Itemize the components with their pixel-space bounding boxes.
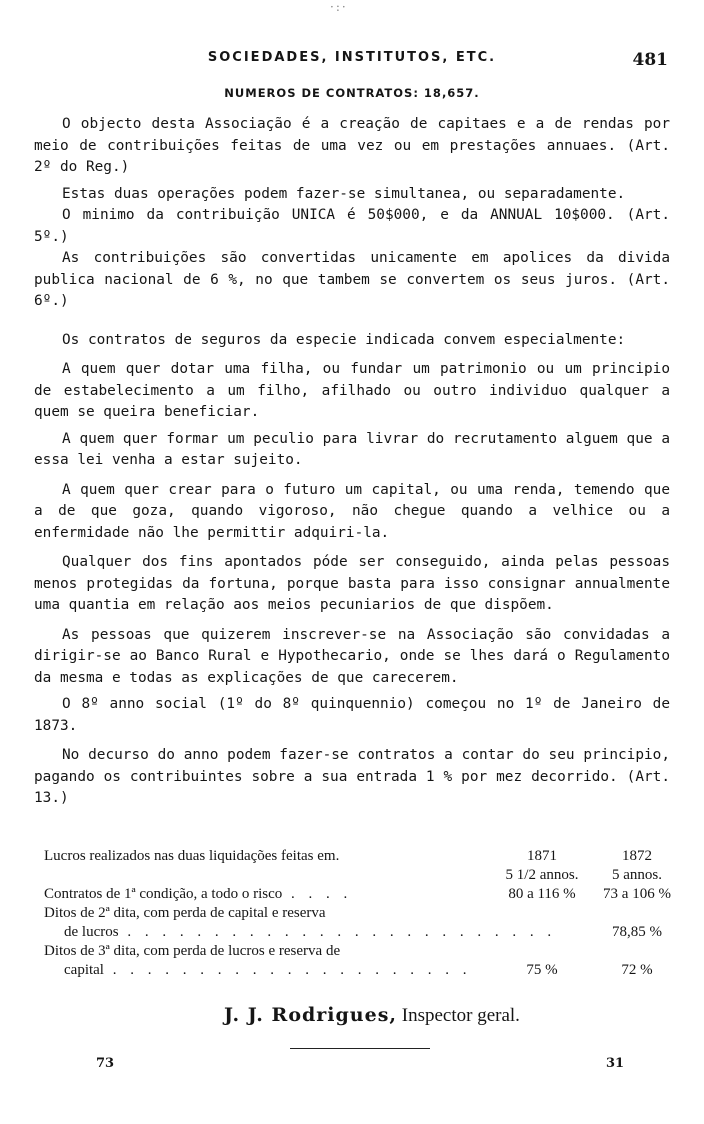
paragraph: A quem quer formar um peculio para livrar do recrutamento alguem que a essa lei venha a estar sujeito. bbox=[34, 430, 670, 468]
contracts-count-subhead: NUMEROS DE CONTRATOS: 18,657. bbox=[224, 86, 480, 100]
row-value-1872: 73 a 106 % bbox=[603, 886, 671, 902]
row-label-cont: capital bbox=[64, 962, 104, 978]
page-number: 481 bbox=[632, 50, 668, 70]
footer-signature-left: 73 bbox=[96, 1056, 115, 1071]
table-row bbox=[44, 905, 680, 924]
table-row-cont: capital . . . . . . . . . . . . . . . . . . . . . 75 % 72 % bbox=[44, 962, 680, 981]
running-head: SOCIEDADES, INSTITUTOS, ETC. bbox=[207, 50, 497, 65]
paragraph: O 8º anno social (1º do 8º quinquennio) começou no 1º de Janeiro de 1873. bbox=[34, 696, 670, 734]
signature bbox=[0, 1004, 704, 1027]
body-text bbox=[34, 114, 670, 810]
row-label-cont: de lucros bbox=[64, 924, 119, 940]
signature-name: J. J. Rodrigues, bbox=[224, 1004, 398, 1026]
paragraph: Qualquer dos fins apontados póde ser conseguido, ainda pelas pessoas menos protegidas da fortuna, porque basta para isso consignar annualmente uma quantia em relação aos meios pecuniarios de que dispõem. bbox=[34, 554, 670, 613]
table-header-row bbox=[44, 848, 680, 867]
paragraph: O minimo da contribuição UNICA é 50$000, e da ANNUAL 10$000. (Art. 5º.) bbox=[34, 207, 670, 245]
year-1871: 1871 bbox=[527, 848, 557, 864]
footer-rule bbox=[290, 1048, 430, 1049]
period-2: 5 annos. bbox=[612, 867, 662, 883]
paragraph: Estas duas operações podem fazer-se simultanea, ou separadamente. bbox=[62, 185, 626, 202]
table-row bbox=[44, 943, 680, 962]
row-value-1872: 72 % bbox=[621, 962, 653, 978]
period-1: 5 1/2 annos. bbox=[505, 867, 579, 883]
table-period-row bbox=[44, 867, 680, 886]
paragraph: A quem quer crear para o futuro um capital, ou uma renda, temendo que a de que goza, quando vigoroso, não chegue quando a velhice ou a enfermidade não lhe permittir adquiri-la. bbox=[34, 481, 670, 541]
footer-signature-right: 31 bbox=[606, 1056, 625, 1071]
paragraph: A quem quer dotar uma filha, ou fundar um patrimonio ou um principio de estabelecimento a um filho, afilhado ou outro individuo qualquer a quem se queira beneficiar. bbox=[34, 361, 670, 420]
row-label: Ditos de 3ª dita, com perda de lucros e reserva de bbox=[44, 943, 341, 959]
profits-table bbox=[44, 848, 680, 981]
table-row-cont: de lucros . . . . . . . . . . . . . . . . . . . . . . . . . 78,85 % bbox=[44, 924, 680, 943]
paragraph: As pessoas que quizerem inscrever-se na Associação são convidadas a dirigir-se ao Banco Rural e Hypothecario, onde se lhes dará o Regulamento da mesma e todas as explicações de que carecerem. bbox=[34, 626, 670, 686]
table-intro: Lucros realizados nas duas liquidações feitas em. bbox=[44, 848, 340, 864]
row-value-1871: 80 a 116 % bbox=[508, 886, 576, 902]
paragraph: Os contratos de seguros da especie indicada convem especialmente: bbox=[62, 331, 626, 348]
row-label: Contratos de 1ª condição, a todo o risco bbox=[44, 886, 283, 902]
row-label: Ditos de 2ª dita, com perda de capital e reserva bbox=[44, 905, 326, 921]
table-row: Contratos de 1ª condição, a todo o risco . . . . 80 a 116 % 73 a 106 % bbox=[44, 886, 680, 905]
top-ink-mark: ·:· bbox=[330, 0, 348, 14]
row-value-1871: 75 % bbox=[526, 962, 558, 978]
row-value-1872: 78,85 % bbox=[612, 924, 662, 940]
year-1872: 1872 bbox=[622, 848, 652, 864]
paragraph: O objecto desta Associação é a creação de capitaes e a de rendas por meio de contribuições feitas de uma vez ou em prestações annuaes. (Art. 2º do Reg.) bbox=[34, 116, 670, 175]
paragraph: No decurso do anno podem fazer-se contratos a contar do seu principio, pagando os contribuintes sobre a sua entrada 1 % por mez decorrido. (Art. 13.) bbox=[34, 747, 670, 806]
paragraph: As contribuições são convertidas unicamente em apolices da divida publica nacional de 6 %, no que tambem se convertem os seus juros. (Art. 6º.) bbox=[34, 250, 670, 309]
signature-title: Inspector geral. bbox=[401, 1005, 520, 1026]
